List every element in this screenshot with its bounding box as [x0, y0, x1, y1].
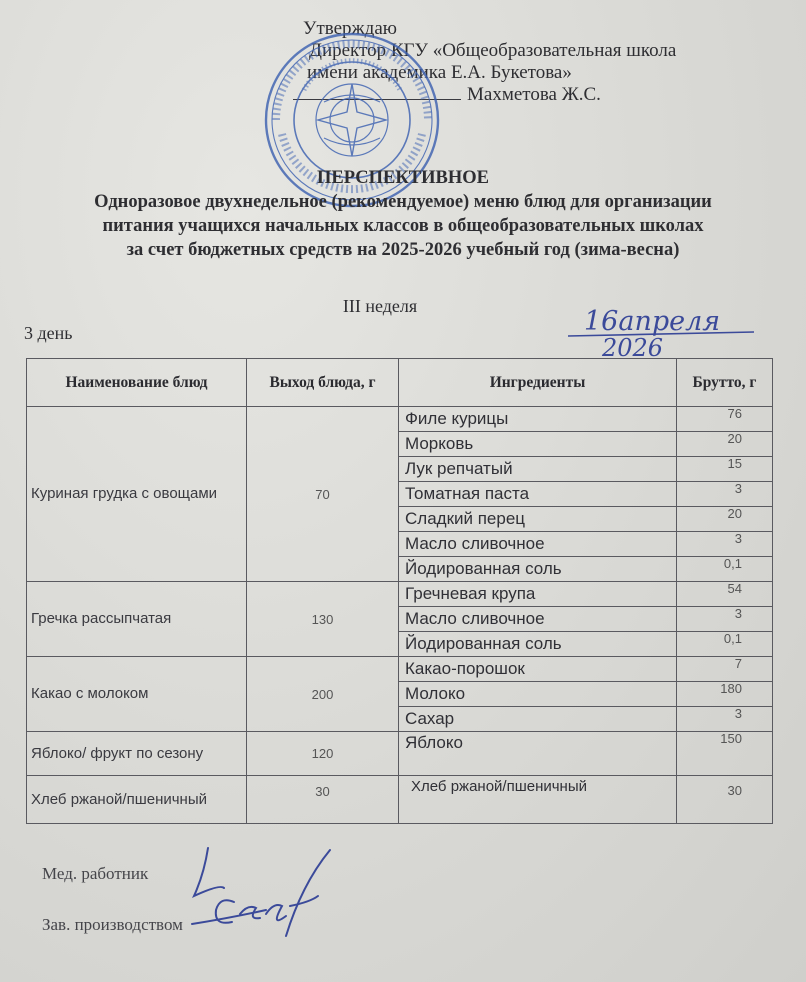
production-manager-label: Зав. производством [42, 915, 183, 934]
ingredient-gross: 150 [677, 732, 773, 776]
ingredient-name: Лук репчатый [399, 457, 677, 482]
ingredient-gross: 20 [677, 507, 773, 532]
header-gross: Брутто, г [677, 359, 773, 407]
dish-name: Какао с молоком [27, 657, 247, 732]
ingredient-gross: 7 [677, 657, 773, 682]
ingredient-gross: 3 [677, 532, 773, 557]
day-label: 3 день [24, 323, 73, 343]
ingredient-name: Молоко [399, 682, 677, 707]
ingredient-gross: 3 [677, 707, 773, 732]
header-dish-name: Наименование блюд [27, 359, 247, 407]
table-row [27, 407, 773, 432]
document-title [0, 166, 806, 262]
handwritten-date-line-1: 16апреля [584, 306, 721, 337]
menu-table [26, 358, 773, 824]
approval-director-line: Директор КГУ «Общеобразовательная школа [309, 40, 677, 61]
table-row [27, 732, 773, 776]
ingredient-gross: 3 [677, 482, 773, 507]
table-row [27, 776, 773, 824]
approval-school-name: имени академика Е.А. Букетова» [307, 62, 572, 83]
ingredient-gross: 180 [677, 682, 773, 707]
ingredient-name: Гречневая крупа [399, 582, 677, 607]
dish-yield: 30 [247, 776, 399, 824]
ingredient-gross: 0,1 [677, 632, 773, 657]
ingredient-name: Филе курицы [399, 407, 677, 432]
ingredient-name: Йодированная соль [399, 557, 677, 582]
ingredient-name: Томатная паста [399, 482, 677, 507]
ingredient-gross: 76 [677, 407, 773, 432]
ingredient-gross: 15 [677, 457, 773, 482]
table-row [27, 657, 773, 682]
dish-yield: 120 [247, 732, 399, 776]
dish-name: Куриная грудка с овощами [27, 407, 247, 582]
ingredient-name: Сахар [399, 707, 677, 732]
table-header-row [27, 359, 773, 407]
dish-name: Хлеб ржаной/пшеничный [27, 776, 247, 824]
ingredient-gross: 0,1 [677, 557, 773, 582]
dish-yield: 130 [247, 582, 399, 657]
ingredient-name: Хлеб ржаной/пшеничный [399, 776, 677, 824]
ingredient-name: Сладкий перец [399, 507, 677, 532]
table-row [27, 582, 773, 607]
ingredient-gross: 3 [677, 607, 773, 632]
ingredient-gross: 20 [677, 432, 773, 457]
ingredient-name: Йодированная соль [399, 632, 677, 657]
title-line-2: Одноразовое двухнедельное (рекомендуемое) меню блюд для организации [94, 192, 712, 212]
week-label: III неделя [342, 296, 418, 316]
med-worker-label: Мед. работник [42, 864, 149, 883]
title-line-1: ПЕРСПЕКТИВНОЕ [317, 168, 489, 188]
approval-heading: Утверждаю [303, 18, 397, 39]
signature-icon [190, 844, 340, 944]
ingredient-gross: 54 [677, 582, 773, 607]
ingredient-name: Какао-порошок [399, 657, 677, 682]
director-name: Махметова Ж.С. [467, 84, 601, 105]
header-ingredients: Ингредиенты [399, 359, 677, 407]
dish-name: Гречка рассыпчатая [27, 582, 247, 657]
ingredient-name: Яблоко [399, 732, 677, 776]
dish-name: Яблоко/ фрукт по сезону [27, 732, 247, 776]
title-line-3: питания учащихся начальных классов в общеобразовательных школах [102, 216, 704, 236]
ingredient-name: Масло сливочное [399, 607, 677, 632]
ingredient-name: Масло сливочное [399, 532, 677, 557]
header-yield: Выход блюда, г [247, 359, 399, 407]
dish-yield: 70 [247, 407, 399, 582]
dish-yield: 200 [247, 657, 399, 732]
ingredient-gross: 30 [677, 776, 773, 824]
title-line-4: за счет бюджетных средств на 2025-2026 учебный год (зима-весна) [126, 240, 680, 260]
handwritten-date-line-2: 2026 [602, 334, 664, 362]
ingredient-name: Морковь [399, 432, 677, 457]
